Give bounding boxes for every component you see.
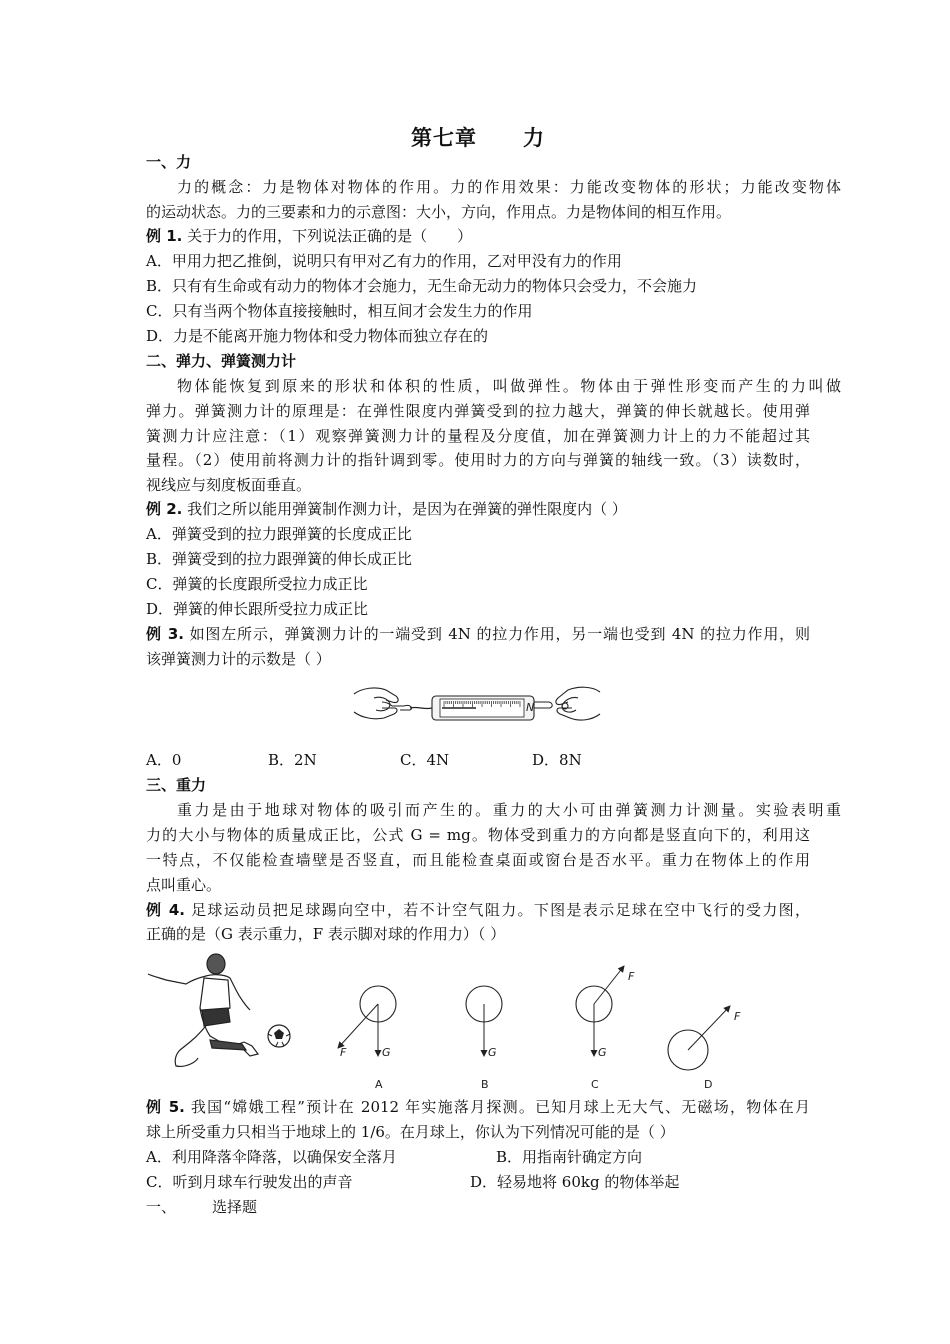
- paragraph-line: 弹力。弹簧测力计的原理是：在弹性限度内弹簧受到的拉力越大，弹簧的伸长就越长。使用弹: [146, 402, 810, 420]
- paragraph-line: 力的概念：力是物体对物体的作用。力的作用效果：力能改变物体的形状；力能改变物体: [177, 178, 841, 196]
- example-3-stem: 例 3. 如图左所示，弹簧测力计的一端受到 4N 的拉力作用，另一端也受到 4N 的拉力作用，则: [146, 625, 810, 643]
- paragraph-line: 重力是由于地球对物体的吸引而产生的。重力的大小可由弹簧测力计测量。实验表明重: [177, 801, 841, 819]
- chapter-title: 第七章 力: [411, 126, 545, 150]
- diagram-b: [466, 986, 502, 1091]
- option-d: D．力是不能离开施力物体和受力物体而独立存在的: [146, 327, 489, 345]
- diagram-a: [338, 986, 396, 1091]
- option-b: B．2N: [268, 751, 317, 769]
- option-c: C．4N: [400, 751, 450, 769]
- option-d: D．轻易地将 60kg 的物体举起: [470, 1173, 680, 1191]
- spring-scale-figure: [352, 682, 602, 730]
- right-hand-icon: [556, 687, 600, 720]
- example-5-stem-cont: 球上所受重力只相当于地球上的 1/6。在月球上，你认为下列情况可能的是（ ）: [146, 1123, 675, 1141]
- paragraph-line: 力的大小与物体的质量成正比，公式 G = mg。物体受到重力的方向都是竖直向下的，利用这: [146, 826, 810, 844]
- paragraph-line: 一特点，不仅能检查墙壁是否竖直，而且能检查桌面或窗台是否水平。重力在物体上的作用: [146, 851, 810, 869]
- diagram-caption: A: [375, 1078, 383, 1091]
- soccer-ball-icon: [268, 1025, 290, 1047]
- option-b: B．弹簧受到的拉力跟弹簧的伸长成正比: [146, 550, 413, 568]
- option-a: A．弹簧受到的拉力跟弹簧的长度成正比: [146, 525, 412, 543]
- example-2-stem: 例 2. 我们之所以能用弹簧制作测力计，是因为在弹簧的弹性限度内（ ）: [146, 500, 627, 518]
- option-a: A．利用降落伞降落，以确保安全落月: [146, 1148, 397, 1166]
- option-d: D．弹簧的伸长跟所受拉力成正比: [146, 600, 369, 618]
- soccer-player-figure: [146, 950, 304, 1076]
- right-hook: [534, 702, 552, 708]
- example-5-stem: 例 5. 我国“嫦娥工程”预计在 2012 年实施落月探测。已知月球上无大气、无磁场，物体在月: [146, 1098, 810, 1116]
- option-a: A．0: [146, 751, 182, 769]
- option-c: C．弹簧的长度跟所受拉力成正比: [146, 575, 368, 593]
- example-3-stem-cont: 该弹簧测力计的示数是（ ）: [146, 650, 331, 668]
- diagram-c: [576, 966, 635, 1091]
- footer-section-title: 一、 选择题: [146, 1198, 258, 1216]
- label-f: F: [340, 1046, 347, 1059]
- option-d: D．8N: [532, 751, 582, 769]
- force-f-arrow: [688, 1006, 730, 1050]
- paragraph-line: 的运动状态。力的三要素和力的示意图：大小，方向，作用点。力是物体间的相互作用。: [146, 203, 732, 221]
- option-c: C．听到月球车行驶发出的声音: [146, 1173, 353, 1191]
- paragraph-line: 簧测力计应注意：（1）观察弹簧测力计的量程及分度值，加在弹簧测力计上的力不能超过其: [146, 427, 810, 445]
- label-g: G: [598, 1046, 607, 1059]
- label-f: F: [734, 1010, 741, 1023]
- force-f-arrow: [338, 1004, 378, 1048]
- paragraph-line: 量程。（2）使用前将测力计的指针调到零。使用时力的方向与弹簧的轴线一致。（3）读数时，: [146, 451, 810, 469]
- section-heading-gravity: 三、重力: [146, 776, 207, 794]
- example-5-options-row2: [146, 1172, 810, 1192]
- paragraph-line: 点叫重心。: [146, 876, 222, 894]
- example-4-stem: 例 4. 足球运动员把足球踢向空中，若不计空气阻力。下图是表示足球在空中飞行的受力图，: [146, 901, 810, 919]
- diagram-caption: B: [481, 1078, 489, 1091]
- left-hand-icon: [354, 688, 398, 719]
- scale-unit-label: N: [526, 701, 535, 714]
- example-4-stem-cont: 正确的是（G 表示重力，F 表示脚对球的作用力）（ ）: [146, 925, 506, 943]
- option-c: C．只有当两个物体直接接触时，相互间才会发生力的作用: [146, 302, 533, 320]
- example-3-options: [146, 750, 810, 770]
- paragraph-line: 物体能恢复到原来的形状和体积的性质，叫做弹性。物体由于弹性形变而产生的力叫做: [177, 377, 841, 395]
- example-5-options-row1: [146, 1147, 810, 1167]
- section-heading-force: 一、力: [146, 153, 192, 171]
- label-g: G: [382, 1046, 391, 1059]
- option-a: A．甲用力把乙推倒，说明只有甲对乙有力的作用，乙对甲没有力的作用: [146, 252, 622, 270]
- soccer-player-icon: [148, 954, 258, 1066]
- section-heading-elastic: 二、弹力、弹簧测力计: [146, 352, 297, 370]
- left-string: [410, 707, 432, 708]
- label-f: F: [628, 970, 635, 983]
- paragraph-line: 视线应与刻度板面垂直。: [146, 476, 312, 494]
- force-f-arrow: [594, 966, 624, 1004]
- label-g: G: [488, 1046, 497, 1059]
- diagram-caption: C: [591, 1078, 599, 1091]
- diagram-d: [668, 1006, 741, 1091]
- diagram-caption: D: [704, 1078, 713, 1091]
- force-diagrams: [316, 952, 756, 1092]
- example-1-stem: 例 1. 关于力的作用，下列说法正确的是（ ）: [146, 227, 473, 245]
- option-b: B．用指南针确定方向: [496, 1148, 643, 1166]
- option-b: B．只有有生命或有动力的物体才会施力，无生命无动力的物体只会受力，不会施力: [146, 277, 698, 295]
